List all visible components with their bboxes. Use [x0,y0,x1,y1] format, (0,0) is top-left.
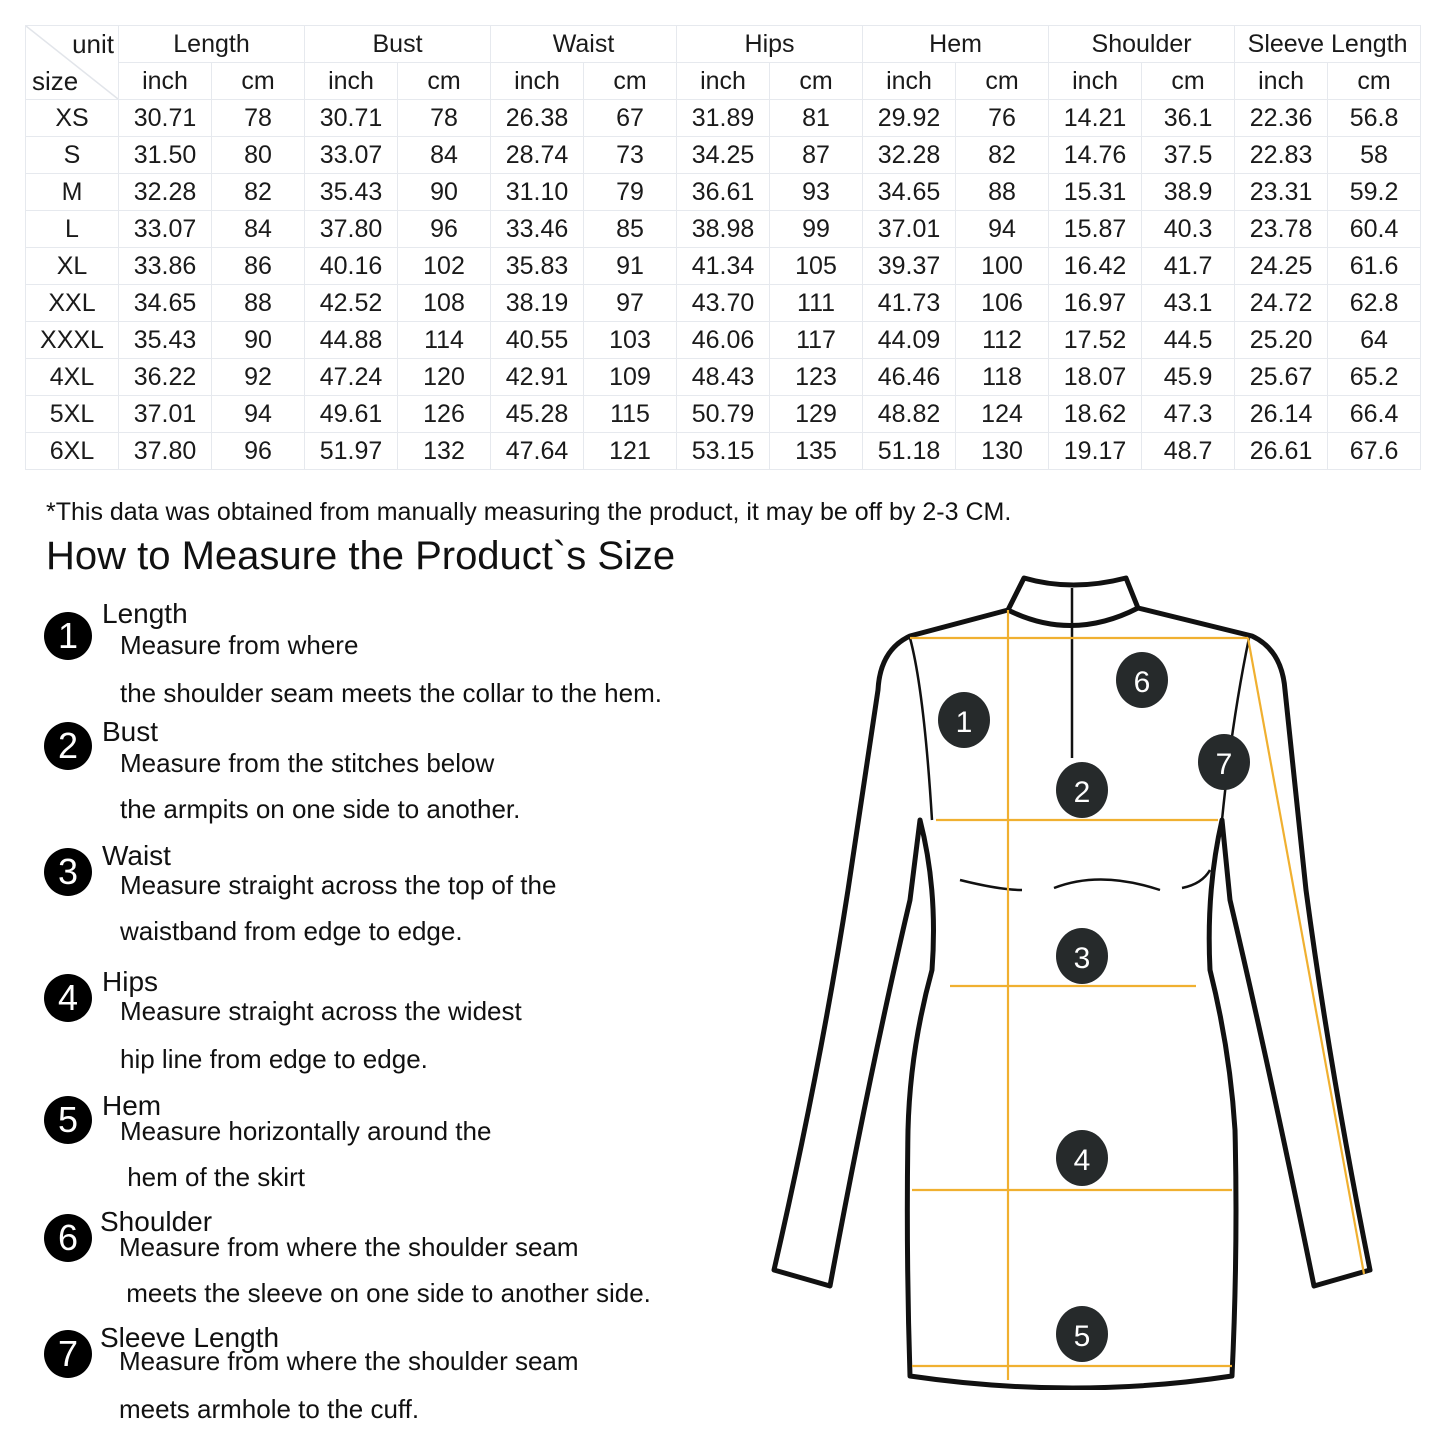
value-cell: 115 [584,396,677,433]
value-cell: 37.80 [305,211,398,248]
value-cell: 36.1 [1142,100,1235,137]
value-cell: 94 [956,211,1049,248]
step-text: Measure straight across the top of the [120,870,557,900]
svg-text:6: 6 [1133,666,1151,699]
svg-text:2: 2 [1073,776,1091,809]
value-cell: 80 [212,137,305,174]
value-cell: 33.07 [305,137,398,174]
value-cell: 135 [770,433,863,470]
unit-header: cm [584,63,677,100]
value-cell: 35.43 [305,174,398,211]
value-cell: 40.16 [305,248,398,285]
number-5-icon: 5 [44,1096,92,1144]
unit-header: inch [491,63,584,100]
value-cell: 32.28 [863,137,956,174]
value-cell: 34.25 [677,137,770,174]
value-cell: 79 [584,174,677,211]
value-cell: 31.10 [491,174,584,211]
table-row [26,137,1421,174]
value-cell: 76 [956,100,1049,137]
value-cell: 34.65 [119,285,212,322]
value-cell: 34.65 [863,174,956,211]
value-cell: 51.97 [305,433,398,470]
table-row [26,285,1421,322]
table-row [26,174,1421,211]
value-cell: 132 [398,433,491,470]
value-cell: 45.28 [491,396,584,433]
section-title: How to Measure the Product`s Size [46,534,676,578]
value-cell: 26.14 [1235,396,1328,433]
svg-text:7: 7 [1215,748,1233,781]
value-cell: 99 [770,211,863,248]
value-cell: 78 [212,100,305,137]
value-cell: 82 [956,137,1049,174]
value-cell: 16.97 [1049,285,1142,322]
value-cell: 29.92 [863,100,956,137]
size-cell: XL [26,248,119,285]
header-row-units [26,63,1421,100]
value-cell: 53.15 [677,433,770,470]
value-cell: 90 [398,174,491,211]
value-cell: 118 [956,359,1049,396]
value-cell: 14.76 [1049,137,1142,174]
step-text: meets armhole to the cuff. [119,1394,420,1424]
group-header: Waist [491,26,677,63]
value-cell: 73 [584,137,677,174]
value-cell: 67.6 [1328,433,1421,470]
size-cell: M [26,174,119,211]
value-cell: 56.8 [1328,100,1421,137]
value-cell: 91 [584,248,677,285]
step-title: Waist [102,840,171,871]
marker-2-icon [1056,762,1108,818]
svg-text:5: 5 [1073,1320,1091,1353]
value-cell: 36.61 [677,174,770,211]
value-cell: 48.43 [677,359,770,396]
value-cell: 123 [770,359,863,396]
value-cell: 48.82 [863,396,956,433]
value-cell: 14.21 [1049,100,1142,137]
table-row [26,211,1421,248]
value-cell: 59.2 [1328,174,1421,211]
step-title: Sleeve Length [100,1322,280,1353]
value-cell: 38.9 [1142,174,1235,211]
value-cell: 39.37 [863,248,956,285]
value-cell: 40.55 [491,322,584,359]
value-cell: 126 [398,396,491,433]
unit-header: cm [770,63,863,100]
table-row [26,359,1421,396]
value-cell: 26.38 [491,100,584,137]
value-cell: 81 [770,100,863,137]
measurement-disclaimer: *This data was obtained from manually measuring the product, it may be off by 2-3 CM. [46,498,1012,526]
number-7-icon: 7 [44,1330,92,1378]
value-cell: 105 [770,248,863,285]
value-cell: 24.72 [1235,285,1328,322]
marker-4-icon [1056,1130,1108,1186]
table-row [26,100,1421,137]
value-cell: 61.6 [1328,248,1421,285]
value-cell: 22.36 [1235,100,1328,137]
value-cell: 124 [956,396,1049,433]
value-cell: 38.19 [491,285,584,322]
group-header: Length [119,26,305,63]
dress-measurement-diagram [760,570,1400,1390]
value-cell: 31.89 [677,100,770,137]
marker-3-icon [1056,928,1108,984]
value-cell: 90 [212,322,305,359]
value-cell: 33.46 [491,211,584,248]
group-header: Hem [863,26,1049,63]
step-text: Measure straight across the widest [120,996,522,1026]
unit-header: inch [1235,63,1328,100]
value-cell: 46.06 [677,322,770,359]
value-cell: 121 [584,433,677,470]
step-text: hem of the skirt [120,1162,305,1192]
value-cell: 24.25 [1235,248,1328,285]
step-text: Measure from where the shoulder seam [119,1346,579,1376]
value-cell: 18.62 [1049,396,1142,433]
value-cell: 96 [212,433,305,470]
value-cell: 50.79 [677,396,770,433]
value-cell: 31.50 [119,137,212,174]
value-cell: 48.7 [1142,433,1235,470]
step-text: Measure from the stitches below [120,748,495,778]
value-cell: 103 [584,322,677,359]
step-title: Hips [102,966,159,997]
value-cell: 51.18 [863,433,956,470]
step-text: hip line from edge to edge. [120,1044,428,1074]
value-cell: 96 [398,211,491,248]
value-cell: 22.83 [1235,137,1328,174]
value-cell: 37.80 [119,433,212,470]
value-cell: 67 [584,100,677,137]
header-row-groups [26,26,1421,63]
value-cell: 109 [584,359,677,396]
size-cell: XXL [26,285,119,322]
unit-header: inch [1049,63,1142,100]
value-cell: 23.78 [1235,211,1328,248]
value-cell: 111 [770,285,863,322]
value-cell: 129 [770,396,863,433]
size-cell: XXXL [26,322,119,359]
value-cell: 40.3 [1142,211,1235,248]
value-cell: 30.71 [305,100,398,137]
step-text: the shoulder seam meets the collar to the hem. [120,678,662,708]
value-cell: 42.52 [305,285,398,322]
value-cell: 82 [212,174,305,211]
unit-header: cm [398,63,491,100]
value-cell: 102 [398,248,491,285]
value-cell: 60.4 [1328,211,1421,248]
value-cell: 47.64 [491,433,584,470]
table-row [26,248,1421,285]
value-cell: 15.31 [1049,174,1142,211]
step-text: the armpits on one side to another. [120,794,521,824]
value-cell: 46.46 [863,359,956,396]
value-cell: 37.01 [863,211,956,248]
value-cell: 41.73 [863,285,956,322]
value-cell: 25.20 [1235,322,1328,359]
value-cell: 88 [956,174,1049,211]
size-cell: 5XL [26,396,119,433]
value-cell: 33.07 [119,211,212,248]
corner-cell [26,26,119,100]
value-cell: 41.34 [677,248,770,285]
table-row [26,322,1421,359]
value-cell: 106 [956,285,1049,322]
marker-7-icon [1198,734,1250,790]
step-text: Measure from where [120,630,359,660]
table-row [26,396,1421,433]
value-cell: 100 [956,248,1049,285]
value-cell: 87 [770,137,863,174]
unit-header: inch [305,63,398,100]
value-cell: 45.9 [1142,359,1235,396]
value-cell: 28.74 [491,137,584,174]
step-text: meets the sleeve on one side to another side. [119,1278,651,1308]
size-cell: XS [26,100,119,137]
unit-header: inch [119,63,212,100]
value-cell: 35.43 [119,322,212,359]
step-title: Shoulder [100,1206,213,1237]
unit-header: cm [1142,63,1235,100]
value-cell: 32.28 [119,174,212,211]
value-cell: 44.88 [305,322,398,359]
value-cell: 41.7 [1142,248,1235,285]
size-chart-table [25,25,1421,470]
unit-header: inch [677,63,770,100]
value-cell: 49.61 [305,396,398,433]
step-title: Bust [102,716,159,747]
unit-header: inch [863,63,956,100]
step-text: Measure horizontally around the [120,1116,492,1146]
value-cell: 130 [956,433,1049,470]
value-cell: 94 [212,396,305,433]
value-cell: 84 [398,137,491,174]
value-cell: 44.09 [863,322,956,359]
unit-header: cm [1328,63,1421,100]
value-cell: 37.5 [1142,137,1235,174]
svg-text:3: 3 [1073,942,1091,975]
value-cell: 15.87 [1049,211,1142,248]
value-cell: 44.5 [1142,322,1235,359]
step-text: waistband from edge to edge. [120,916,463,946]
group-header: Bust [305,26,491,63]
size-cell: 4XL [26,359,119,396]
value-cell: 85 [584,211,677,248]
value-cell: 43.1 [1142,285,1235,322]
marker-6-icon [1116,652,1168,708]
value-cell: 26.61 [1235,433,1328,470]
value-cell: 114 [398,322,491,359]
value-cell: 58 [1328,137,1421,174]
marker-1-icon [938,692,990,748]
group-header: Shoulder [1049,26,1235,63]
value-cell: 23.31 [1235,174,1328,211]
value-cell: 108 [398,285,491,322]
value-cell: 37.01 [119,396,212,433]
size-cell: S [26,137,119,174]
value-cell: 88 [212,285,305,322]
value-cell: 112 [956,322,1049,359]
value-cell: 19.17 [1049,433,1142,470]
step-text: Measure from where the shoulder seam [119,1232,579,1262]
value-cell: 120 [398,359,491,396]
unit-label: unit [72,29,114,59]
value-cell: 47.3 [1142,396,1235,433]
value-cell: 117 [770,322,863,359]
svg-text:1: 1 [955,706,973,739]
value-cell: 62.8 [1328,285,1421,322]
value-cell: 17.52 [1049,322,1142,359]
size-label: size [32,66,79,96]
value-cell: 92 [212,359,305,396]
value-cell: 65.2 [1328,359,1421,396]
marker-5-icon [1056,1306,1108,1362]
value-cell: 84 [212,211,305,248]
value-cell: 93 [770,174,863,211]
value-cell: 97 [584,285,677,322]
value-cell: 47.24 [305,359,398,396]
step-title: Hem [102,1090,162,1121]
unit-header: cm [212,63,305,100]
value-cell: 18.07 [1049,359,1142,396]
value-cell: 86 [212,248,305,285]
value-cell: 25.67 [1235,359,1328,396]
value-cell: 43.70 [677,285,770,322]
table-row [26,433,1421,470]
value-cell: 64 [1328,322,1421,359]
number-1-icon: 1 [44,612,92,660]
value-cell: 36.22 [119,359,212,396]
unit-header: cm [956,63,1049,100]
size-cell: 6XL [26,433,119,470]
svg-text:4: 4 [1073,1144,1091,1177]
number-6-icon: 6 [44,1214,92,1262]
value-cell: 30.71 [119,100,212,137]
value-cell: 35.83 [491,248,584,285]
value-cell: 33.86 [119,248,212,285]
value-cell: 42.91 [491,359,584,396]
number-3-icon: 3 [44,848,92,896]
group-header: Sleeve Length [1235,26,1421,63]
value-cell: 78 [398,100,491,137]
number-2-icon: 2 [44,722,92,770]
group-header: Hips [677,26,863,63]
value-cell: 38.98 [677,211,770,248]
size-cell: L [26,211,119,248]
value-cell: 66.4 [1328,396,1421,433]
value-cell: 16.42 [1049,248,1142,285]
step-title: Length [102,598,188,629]
number-4-icon: 4 [44,974,92,1022]
